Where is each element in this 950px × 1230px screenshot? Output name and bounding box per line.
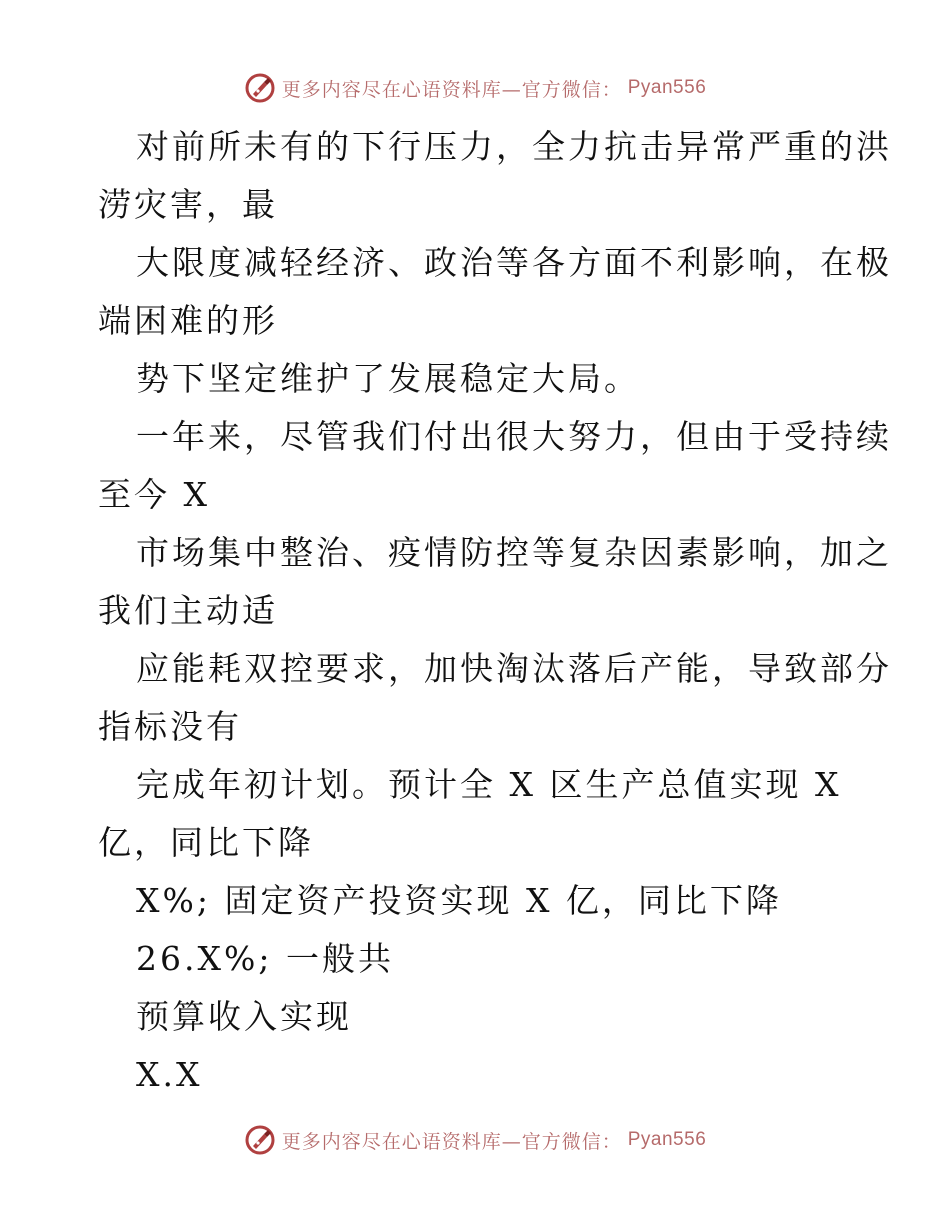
text-line: 涝灾害，最 [98, 185, 278, 224]
text-line: 应能耗双控要求，加快淘汰落后产能，导致部分 [136, 649, 892, 688]
text-line: 市场集中整治、疫情防控等复杂因素影响，加之 [136, 533, 892, 572]
header-watermark [0, 72, 950, 104]
text-line: 对前所未有的下行压力，全力抗击异常严重的洪 [136, 127, 892, 166]
footer-watermark [0, 1124, 950, 1156]
pen-nib-logo-icon [244, 1124, 276, 1156]
text-line: 大限度减轻经济、政治等各方面不利影响，在极 [136, 243, 892, 282]
text-line: 势下坚定维护了发展稳定大局。 [136, 359, 640, 398]
text-line: X%; 固定资产投资实现 X 亿，同比下降 [136, 881, 782, 920]
pen-nib-logo-icon [244, 72, 276, 104]
text-line: 完成年初计划。预计全 X 区生产总值实现 X [136, 765, 842, 804]
watermark-text: 更多内容尽在心语资料库—官方微信： [281, 1130, 622, 1153]
text-line: 一年来，尽管我们付出很大努力，但由于受持续 [136, 417, 892, 456]
text-line: 预算收入实现 [136, 997, 352, 1036]
text-line: 至今 X [98, 475, 210, 514]
text-line: 端困难的形 [98, 301, 278, 340]
text-line: 26.X%; 一般共 [136, 939, 394, 978]
watermark-text: 更多内容尽在心语资料库—官方微信： [281, 78, 622, 101]
document-body [98, 118, 892, 1104]
text-line: 亿，同比下降 [98, 823, 314, 862]
watermark-brand: Pyan556 [627, 77, 707, 98]
text-line: 指标没有 [98, 707, 242, 746]
text-line: 我们主动适 [98, 591, 278, 630]
watermark-brand: Pyan556 [627, 1129, 707, 1150]
text-line: X.X [136, 1055, 203, 1094]
